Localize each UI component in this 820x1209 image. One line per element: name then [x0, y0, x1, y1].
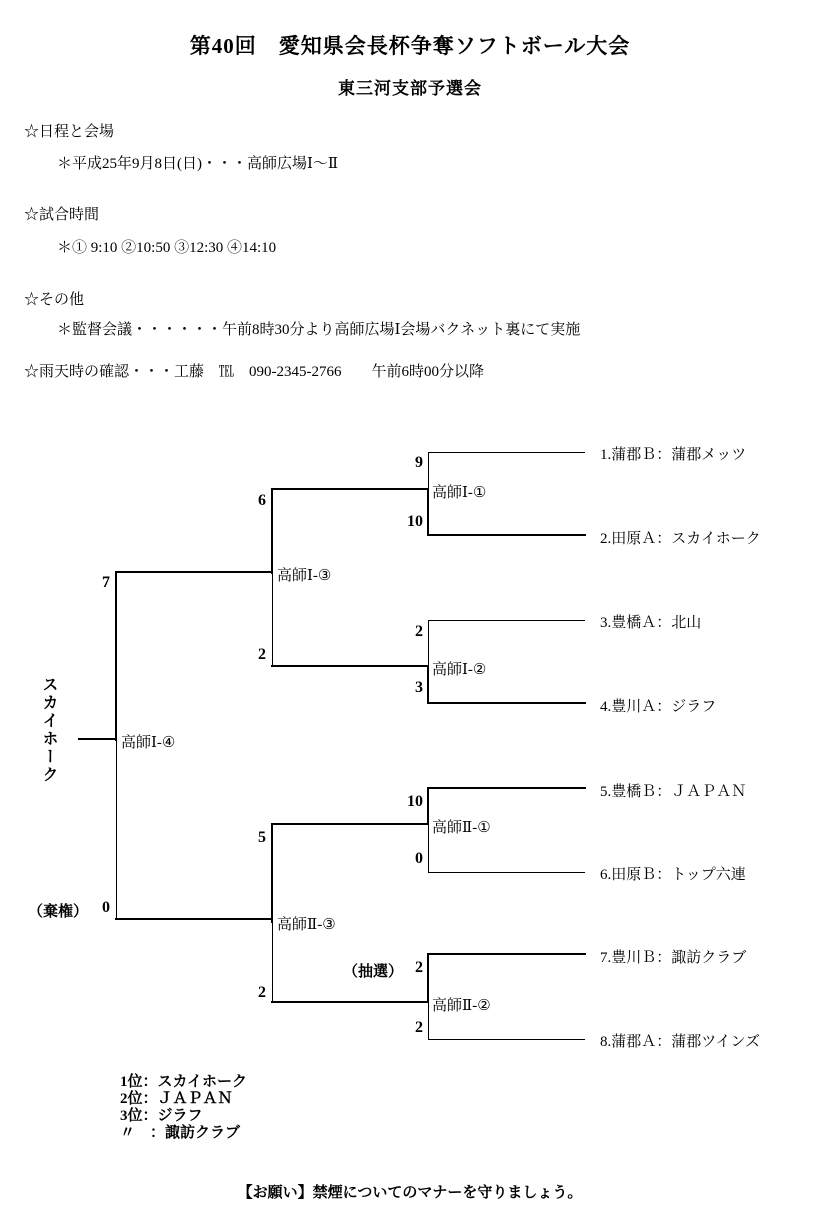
sf2-bottom-branch [271, 1001, 429, 1003]
team-6-line [428, 872, 585, 873]
qf2-vertical-bottom [427, 665, 429, 704]
sf1-top-branch [271, 488, 429, 490]
final-vertical-top [115, 571, 117, 741]
team-7-line [428, 953, 586, 955]
final-vertical-bottom [116, 740, 117, 919]
team-5-label: 5.豊橋Ｂ：ＪＡＰＡＮ [600, 784, 747, 800]
sf2-vertical-bottom [272, 922, 273, 1002]
qf4-score-top: 2 [415, 959, 423, 976]
team-6-label: 6.田原Ｂ：トップ六連 [600, 867, 746, 883]
final-score-bottom: 0 [102, 899, 110, 916]
champion-name: スカイホーク [40, 676, 57, 784]
match-final-label: 高師Ⅰ-④ [121, 735, 176, 751]
sf1-bottom-branch [271, 665, 429, 667]
final-score-top: 7 [102, 574, 110, 591]
qf3-score-bottom: 0 [415, 850, 423, 867]
sf1-score-top: 6 [258, 492, 266, 509]
times-heading: ☆試合時間 [24, 207, 100, 223]
qf1-vertical-top [428, 452, 429, 489]
team-4-line [428, 702, 586, 704]
sf1-vertical-bottom [272, 573, 273, 666]
result-rank-3: 3位：ジラフ [120, 1108, 203, 1124]
sf2-score-top: 5 [258, 829, 266, 846]
sf2-top-branch [271, 823, 429, 825]
final-top-branch [115, 571, 272, 573]
team-1-line [428, 452, 585, 453]
match-qf4-label: 高師Ⅱ-② [432, 998, 491, 1014]
schedule-detail: ＊平成25年9月8日(日)・・・高師広場Ⅰ～Ⅱ [57, 156, 339, 172]
sf1-vertical-top [271, 488, 273, 574]
match-qf1-label: 高師Ⅰ-① [432, 485, 487, 501]
match-sf1-label: 高師Ⅰ-③ [277, 568, 332, 584]
match-sf2-label: 高師Ⅱ-③ [277, 917, 336, 933]
team-2-label: 2.田原Ａ：スカイホーク [600, 531, 761, 547]
other-heading: ☆その他 [24, 292, 85, 308]
qf1-score-top: 9 [415, 454, 423, 471]
sf2-score-bottom: 2 [258, 984, 266, 1001]
qf3-vertical-top [427, 787, 429, 825]
footer-note: 【お願い】禁煙についてのマナーを守りましょう。 [237, 1185, 583, 1201]
final-bottom-branch [115, 918, 272, 920]
qf4-lottery-note: （抽選） [343, 964, 404, 980]
champion-stub-line [78, 738, 116, 740]
qf1-score-bottom: 10 [407, 513, 423, 530]
other-detail: ＊監督会議・・・・・・午前8時30分より高師広場Ⅰ会場バクネット裏にて実施 [57, 322, 581, 338]
page-subtitle: 東三河支部予選会 [338, 79, 482, 98]
team-1-label: 1.蒲郡Ｂ：蒲郡メッツ [600, 447, 747, 463]
result-rank-2: 2位：ＪＡＰＡＮ [120, 1091, 233, 1107]
team-4-label: 4.豊川Ａ：ジラフ [600, 699, 717, 715]
qf3-vertical-bottom [428, 825, 429, 873]
team-3-line [428, 620, 585, 621]
times-detail: ＊① 9:10 ②10:50 ③12:30 ④14:10 [57, 240, 277, 256]
team-3-label: 3.豊橋Ａ：北山 [600, 615, 702, 631]
match-qf2-label: 高師Ⅰ-② [432, 662, 487, 678]
team-8-label: 8.蒲郡Ａ：蒲郡ツインズ [600, 1034, 761, 1050]
rain-check-line: ☆雨天時の確認・・・工藤 ℡ 090-2345-2766 午前6時00分以降 [24, 364, 484, 380]
final-forfeit-note: （棄権） [28, 904, 89, 920]
qf4-score-bottom: 2 [415, 1019, 423, 1036]
team-5-line [428, 787, 586, 789]
page-title: 第40回 愛知県会長杯争奪ソフトボール大会 [189, 34, 631, 58]
schedule-heading: ☆日程と会場 [24, 124, 115, 140]
qf2-vertical-top [428, 620, 429, 666]
team-2-line [428, 534, 586, 536]
qf1-vertical-bottom [427, 488, 429, 536]
qf2-score-bottom: 3 [415, 679, 423, 696]
qf3-score-top: 10 [407, 793, 423, 810]
result-rank-3b: 〃 ：諏訪クラブ [120, 1125, 241, 1141]
team-7-label: 7.豊川Ｂ：諏訪クラブ [600, 950, 747, 966]
qf4-vertical-top [427, 953, 429, 1003]
qf2-score-top: 2 [415, 623, 423, 640]
team-8-line [428, 1039, 585, 1040]
match-qf3-label: 高師Ⅱ-① [432, 820, 491, 836]
qf4-vertical-bottom [428, 1003, 429, 1040]
result-rank-1: 1位：スカイホーク [120, 1074, 248, 1090]
sf1-score-bottom: 2 [258, 646, 266, 663]
sf2-vertical-top [271, 823, 273, 923]
